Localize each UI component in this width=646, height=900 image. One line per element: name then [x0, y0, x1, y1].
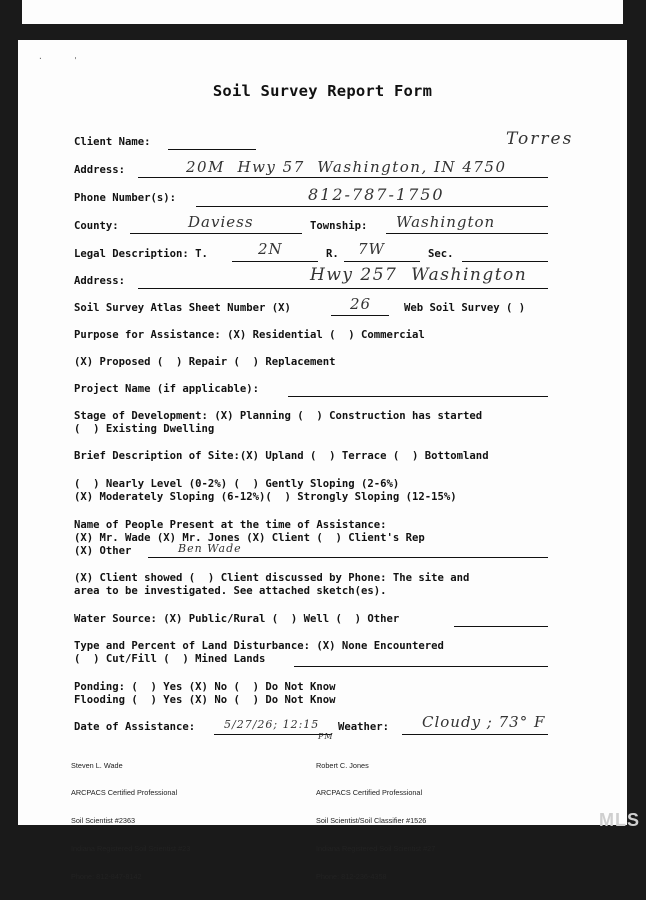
signatory-line: Indiana Registered Soil Scientist #23: [71, 844, 191, 854]
legal-r-value: 7W: [358, 240, 385, 258]
signatory-line: Soil Scientist/Soil Classifier #1526: [316, 816, 427, 826]
people-other-line: [148, 557, 548, 558]
legal-sec-label: Sec.: [428, 248, 454, 260]
atlas-label: Soil Survey Atlas Sheet Number (X): [74, 302, 291, 314]
signatory-line: Robert C. Jones: [316, 760, 369, 770]
legal-sec-line: [462, 261, 548, 262]
site-address-value: Hwy 257 Washington: [310, 265, 528, 285]
purpose-line-2: (X) Proposed ( ) Repair ( ) Replacement: [74, 356, 336, 368]
signatory-line: Phone: 812-847-8142: [71, 872, 142, 882]
township-value: Washington: [396, 213, 496, 231]
phone-label: Phone Number(s):: [74, 192, 177, 204]
date-label: Date of Assistance:: [74, 721, 196, 733]
people-other-label: (X) Other: [74, 545, 132, 557]
watermark: MLS: [599, 810, 640, 830]
client-name-label: Client Name:: [74, 136, 151, 148]
address-value: 20M Hwy 57 Washington, IN 4750: [186, 158, 507, 176]
stage-line-1: Stage of Development: (X) Planning ( ) Construction has started: [74, 410, 483, 422]
water-source-label: Water Source: (X) Public/Rural ( ) Well ( ) Other: [74, 613, 400, 625]
report-page: [18, 40, 627, 882]
site-line-3: (X) Moderately Sloping (6-12%)( ) Strongly Sloping (12-15%): [74, 491, 457, 503]
signatory-jones: [316, 742, 435, 900]
flooding-line: Flooding ( ) Yes (X) No ( ) Do Not Know: [74, 694, 336, 706]
county-line: [130, 233, 302, 234]
stage-line-2: ( ) Existing Dwelling: [74, 423, 215, 435]
legal-t-line: [232, 261, 318, 262]
date-value: 5/27/26; 12:15: [224, 718, 320, 731]
client-name-line: [168, 149, 256, 150]
signatory-line: Phone: 812-236-4358: [316, 872, 387, 882]
county-value: Daviess: [188, 213, 254, 231]
signatory-line: Soil Scientist #2363: [71, 816, 136, 826]
project-name-label: Project Name (if applicable):: [74, 383, 259, 395]
disturbance-line-2: ( ) Cut/Fill ( ) Mined Lands: [74, 653, 266, 665]
phone-line: [196, 206, 548, 207]
client-showed-line-2: area to be investigated. See attached sketch(es).: [74, 585, 387, 597]
site-address-line: [138, 288, 548, 289]
disturbance-line: [294, 666, 548, 667]
signatory-wade: [71, 742, 190, 900]
legal-t-value: 2N: [258, 240, 283, 258]
scan-speck: ': [73, 56, 78, 65]
ponding-line: Ponding: ( ) Yes (X) No ( ) Do Not Know: [74, 681, 336, 693]
previous-page-strip: [22, 0, 623, 24]
page-title: Soil Survey Report Form: [212, 82, 433, 100]
phone-value: 812-787-1750: [308, 185, 445, 204]
township-line: [386, 233, 548, 234]
site-line-2: ( ) Nearly Level (0-2%) ( ) Gently Sloping (2-6%): [74, 478, 400, 490]
legal-description-label: Legal Description: T.: [74, 248, 208, 260]
legal-r-line: [344, 261, 420, 262]
client-name-value: Torres: [506, 129, 574, 149]
atlas-line: [331, 315, 389, 316]
site-line-1: Brief Description of Site:(X) Upland ( ) Terrace ( ) Bottomland: [74, 450, 489, 462]
signatory-line: ARCPACS Certified Professional: [316, 788, 423, 798]
client-showed-line-1: (X) Client showed ( ) Client discussed by Phone: The site and: [74, 572, 470, 584]
weather-line: [402, 734, 548, 735]
people-line-2: (X) Mr. Wade (X) Mr. Jones (X) Client ( ) Client's Rep: [74, 532, 425, 544]
web-soil-survey-label: Web Soil Survey ( ): [404, 302, 526, 314]
weather-value: Cloudy ; 73° F: [422, 713, 546, 731]
address-line: [138, 177, 548, 178]
township-label: Township:: [310, 220, 368, 232]
date-line: [214, 734, 332, 735]
scan-speck: ·: [38, 54, 43, 63]
date-ampm: PM: [318, 732, 334, 741]
signatory-line: Steven L. Wade: [71, 760, 123, 770]
site-address-label: Address:: [74, 275, 126, 287]
address-label: Address:: [74, 164, 126, 176]
atlas-value: 26: [350, 295, 372, 313]
purpose-line-1: Purpose for Assistance: (X) Residential ( ) Commercial: [74, 329, 425, 341]
people-other-value: Ben Wade: [178, 542, 242, 555]
signatory-line: ARCPACS Certified Professional: [71, 788, 178, 798]
disturbance-line-1: Type and Percent of Land Disturbance: (X) None Encountered: [74, 640, 444, 652]
signatory-line: Indiana Registered Soil Scientist #27: [316, 844, 436, 854]
project-name-line: [288, 396, 548, 397]
people-line-1: Name of People Present at the time of Assistance:: [74, 519, 387, 531]
legal-r-label: R.: [326, 248, 339, 260]
county-label: County:: [74, 220, 119, 232]
water-other-line: [454, 626, 548, 627]
weather-label: Weather:: [338, 721, 390, 733]
